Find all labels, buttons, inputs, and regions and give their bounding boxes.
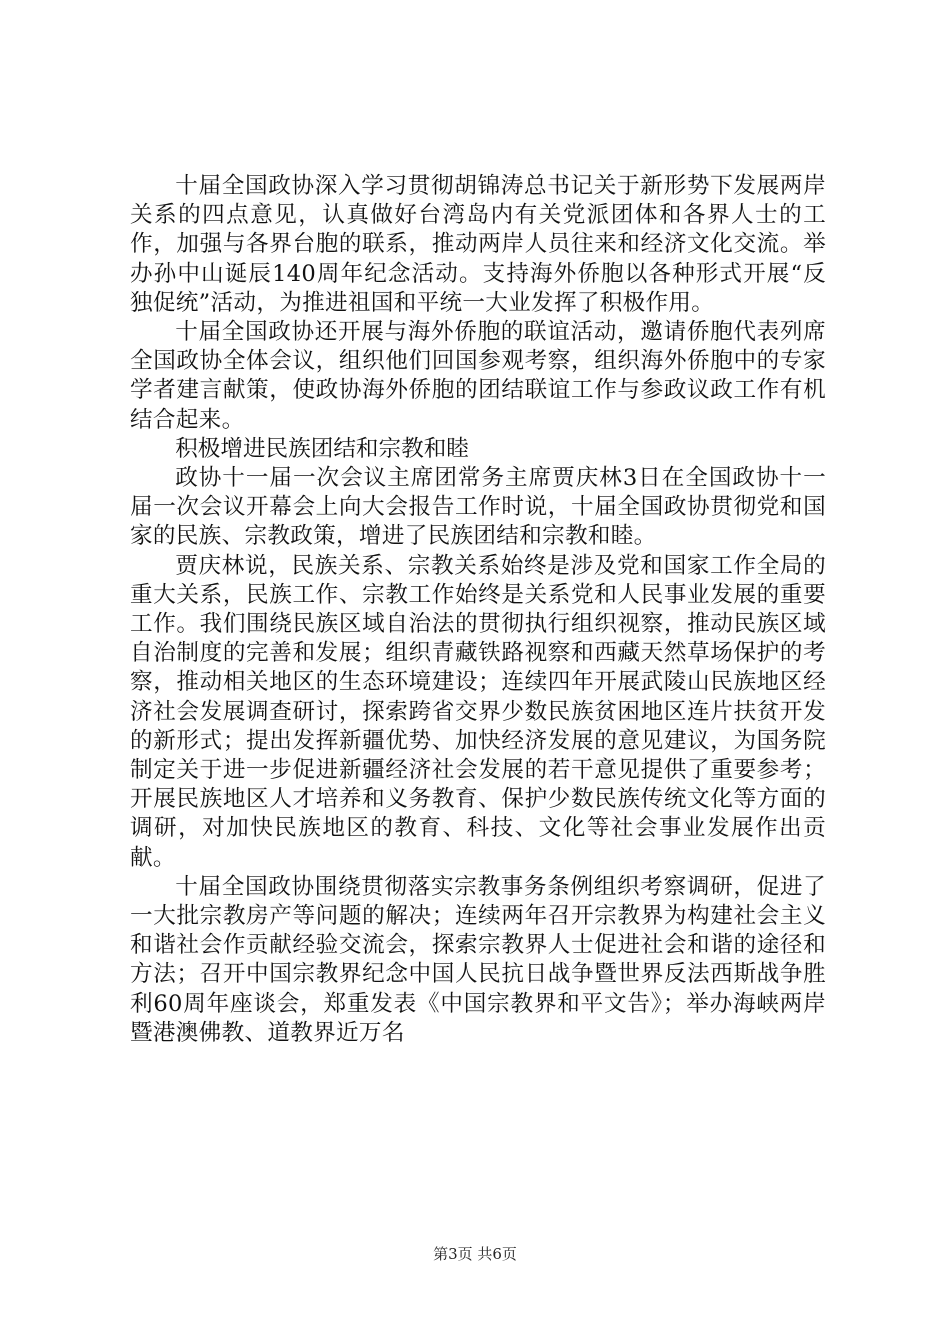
paragraph-cross-strait: 十届全国政协深入学习贯彻胡锦涛总书记关于新形势下发展两岸关系的四点意见，认真做好台湾岛内有关党派团体和各界人士的工作，加强与各界台胞的联系，推动两岸人员往来和经济文化交流。举办孙中山诞辰140周年纪念活动。支持海外侨胞以各种形式开展“反独促统”活动，为推进祖国和平统一大业发挥了积极作用。: [130, 173, 826, 316]
paragraph-overseas-chinese: 十届全国政协还开展与海外侨胞的联谊活动，邀请侨胞代表列席全国政协全体会议，组织他们回国参观考察，组织海外侨胞中的专家学者建言献策，使政协海外侨胞的团结联谊工作与参政议政工作有机结合起来。: [130, 319, 826, 433]
page-number: 第3页 共6页: [433, 1245, 517, 1263]
section-heading: 积极增进民族团结和宗教和睦: [175, 435, 469, 462]
paragraph-religious-work: 十届全国政协围绕贯彻落实宗教事务条例组织考察调研，促进了一大批宗教房产等问题的解决；连续两年召开宗教界为构建社会主义和谐社会作贡献经验交流会，探索宗教界人士促进社会和谐的途径和方法；召开中国宗教界纪念中国人民抗日战争暨世界反法西斯战争胜利60周年座谈会，郑重发表《中国宗教界和平文告》；举办海峡两岸暨港澳佛教、道教界近万名: [130, 873, 826, 1046]
paragraph-ethnic-work: 贾庆林说，民族关系、宗教关系始终是涉及党和国家工作全局的重大关系，民族工作、宗教工作始终是关系党和人民事业发展的重要工作。我们围绕民族区域自治法的贯彻执行组织视察，推动民族区域自治制度的完善和发展；组织青藏铁路视察和西藏天然草场保护的考察，推动相关地区的生态环境建设；连续四年开展武陵山民族地区经济社会发展调查研讨，探索跨省交界少数民族贫困地区连片扶贫开发的新形式；提出发挥新疆优势、加快经济发展的意见建议，为国务院制定关于进一步促进新疆经济社会发展的若干意见提供了重要参考；开展民族地区人才培养和义务教育、保护少数民族传统文化等方面的调研，对加快民族地区的教育、科技、文化等社会事业发展作出贡献。: [130, 552, 826, 871]
paragraph-report-intro: 政协十一届一次会议主席团常务主席贾庆林3日在全国政协十一届一次会议开幕会上向大会报告工作时说，十届全国政协贯彻党和国家的民族、宗教政策，增进了民族团结和宗教和睦。: [130, 465, 826, 550]
document-body: [130, 172, 826, 1048]
